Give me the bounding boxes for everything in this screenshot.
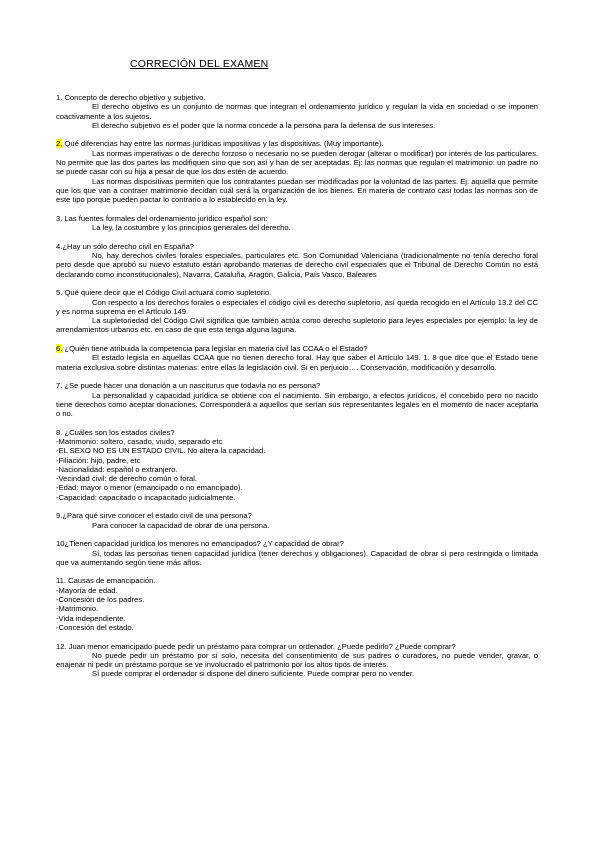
question-1: [56, 93, 538, 130]
question-heading: 7. ¿Se puede hacer una donación a un nasciturus que todavía no es persona?: [56, 381, 321, 391]
answer-paragraph: Sí, todas las personas tienen capacidad jurídica (tener derechos y obligaciones). Capacidad de obrar sí pero restringida o limitada que va aumentando según tiene más años.: [56, 548, 538, 567]
highlighted-number: 2.: [56, 139, 63, 149]
question-heading: 1. Concepto de derecho objetivo y subjetivo.: [56, 93, 206, 102]
answer-paragraph: No puede pedir un préstamo por sí solo, necesita del consentimiento de sus padres o curadores, no puede vender, gravar, o enajenar ni pedir un préstamo porque se ve involucrado el patrimonio por los altos tipos de interés.: [56, 650, 538, 670]
answer-paragraph: El derecho objetivo es un conjunto de normas que integran el ordenamiento jurídico y regulan la vida en sociedad o se imponen coactivamente a los sujetos.: [56, 102, 538, 121]
list-item: -Matrimonio.: [56, 604, 99, 614]
question-heading: 9.¿Para qué sirve conocer el estado civil de una persona?: [56, 511, 252, 521]
question-5: [56, 288, 538, 334]
question-heading: 4.¿Hay un sólo derecho civil en España?: [56, 241, 195, 251]
answer-paragraph: Sí puede comprar el ordenador si dispone del dinero suficiente. Puede comprar pero no vender.: [92, 669, 415, 679]
question-heading: 12. Juan menor emancipado puede pedir un préstamo para comprar un ordenador. ¿Puede pedirlo? ¿Puede comprar?: [56, 641, 456, 651]
question-6: [56, 344, 538, 372]
question-heading-text: ¿Quién tiene atribuida la competencia para legislar en materia civil las CCAA o el Estado?: [62, 344, 368, 354]
answer-paragraph: No, hay derechos civiles forales especiales, particulares etc. Son Comunidad Valenciana (tradicionalmente no tenía derecho foral pero desde que aprobó su nuevo estatuto están aprobando materias de derecho civil especiales que el Tribunal de Derecho Común no está declarando como inconstitucionales), Navarra, Cataluña, Aragón, Galicia, País Vasco, Baleares: [56, 251, 538, 279]
question-heading: 3. Las fuentes formales del ordenamiento jurídico español son:: [56, 213, 268, 223]
answer-paragraph: La ley, la costumbre y los principios generales del derecho.: [92, 223, 291, 233]
question-heading: [56, 344, 538, 353]
answer-paragraph: El derecho subjetivo es el poder que la norma concede a la persona para la defensa de sus intereses.: [92, 120, 436, 130]
answer-paragraph: Las normas imperativas o de derecho forzoso o necesario no se pueden derogar (alterar o modificar) por interés de los particulares. No permite que las dos partes las modifiquen sino que son así y han de ser aceptadas. Ej: las normas que regulan el matrimonio: un padre no se puede casar con su hija a pesar de que los dos estén de acuerdo.: [56, 148, 538, 177]
answer-paragraph: El estado legisla en aquellas CCAA que no tienen derecho foral. Hay que saber el Artículo 149. 1. 8 que dice que el Estado tiene materia exclusiva sobre distintas materias: entre ellas la legislación civil. Si en perjuicio…. Conservación, modificación y desarrollo.: [56, 353, 538, 372]
question-heading: 11. Causas de emancipación.: [56, 576, 156, 586]
list-item: -Vecindad civil: de derecho común o foral.: [56, 474, 197, 484]
list-item: -Concesión de los padres.: [56, 595, 145, 605]
question-9: [56, 511, 538, 530]
list-item: -EL SEXO NO ES UN ESTADO CIVIL. No altera la capacidad.: [56, 446, 266, 456]
question-10: [56, 539, 538, 567]
list-item: -Edad: mayor o menor (emancipado o no emancipado).: [56, 483, 243, 493]
question-2: [56, 139, 538, 204]
question-heading: [56, 139, 538, 148]
page-title: CORRECIÓN DEL EXAMEN: [130, 58, 269, 70]
answer-paragraph: La supletoriedad del Código Civil significa que también actúa como derecho supletorio para leyes especiales por ejemplo: la ley de arrendamientos urbanos etc. en caso de que esta tenga alguna laguna.: [56, 316, 538, 335]
question-heading: 10¿Tienen capacidad jurídica los menores no emancipados? ¿Y capacidad de obrar?: [56, 539, 344, 549]
highlighted-number: 6.: [56, 344, 63, 354]
question-4: [56, 242, 538, 279]
list-item: -Mayoría de edad.: [56, 585, 118, 595]
answer-paragraph: Las normas dispositivas permiten que los contratantes puedan ser modificadas por la voluntad de las partes. Ej: aquella que permite que los que van a contraer matrimonio decidan cuál será la organización de los bienes. En materia de contrato casi todas las normas son de este tipo porque pueden pactar lo contrario a lo establecido en la ley.: [56, 176, 538, 205]
question-heading-text: Qué diferencias hay entre las normas jurídicas impositivas y las dispositivas. (Muy importante).: [62, 139, 384, 149]
question-11: [56, 576, 538, 632]
list-item: -Filiación: hijo, padre, etc: [56, 455, 141, 465]
question-3: [56, 214, 538, 233]
question-heading: 8. ¿Cuáles son los estados civiles?: [56, 427, 175, 437]
list-item: -Concesión del estado.: [56, 622, 134, 632]
question-7: [56, 381, 538, 418]
question-heading: 5. Qué quiere decir que el Código Civil actuará como supletorio.: [56, 288, 272, 298]
list-item: -Matrimonio: soltero, casado, viudo, separado etc: [56, 436, 223, 446]
question-8: [56, 428, 538, 502]
question-12: [56, 642, 538, 679]
document-body: [56, 93, 538, 679]
answer-paragraph: Para conocer la capacidad de obrar de una persona.: [92, 520, 270, 530]
list-item: -Capacidad: capacitado o incapacitado judicialmente.: [56, 492, 236, 502]
list-item: -Nacionalidad: español o extranjero.: [56, 464, 178, 474]
answer-paragraph: La personalidad y capacidad jurídica se obtiene con el nacimiento. Sin embargo, a efectos jurídicos, el concebido pero no nacido tiene derechos como aceptar donaciones. Corresponderá a aquellos que serían sus representantes legales en el momento de nacer aceptarla o no.: [56, 390, 538, 419]
list-item: -Vida independiente.: [56, 613, 126, 623]
answer-paragraph: Con respecto a los derechos forales o especiales el código civil es derecho supletorio, así queda recogido en el Artículo 13.2 del CC y es norma suprema en el Artículo 149.: [56, 297, 538, 316]
